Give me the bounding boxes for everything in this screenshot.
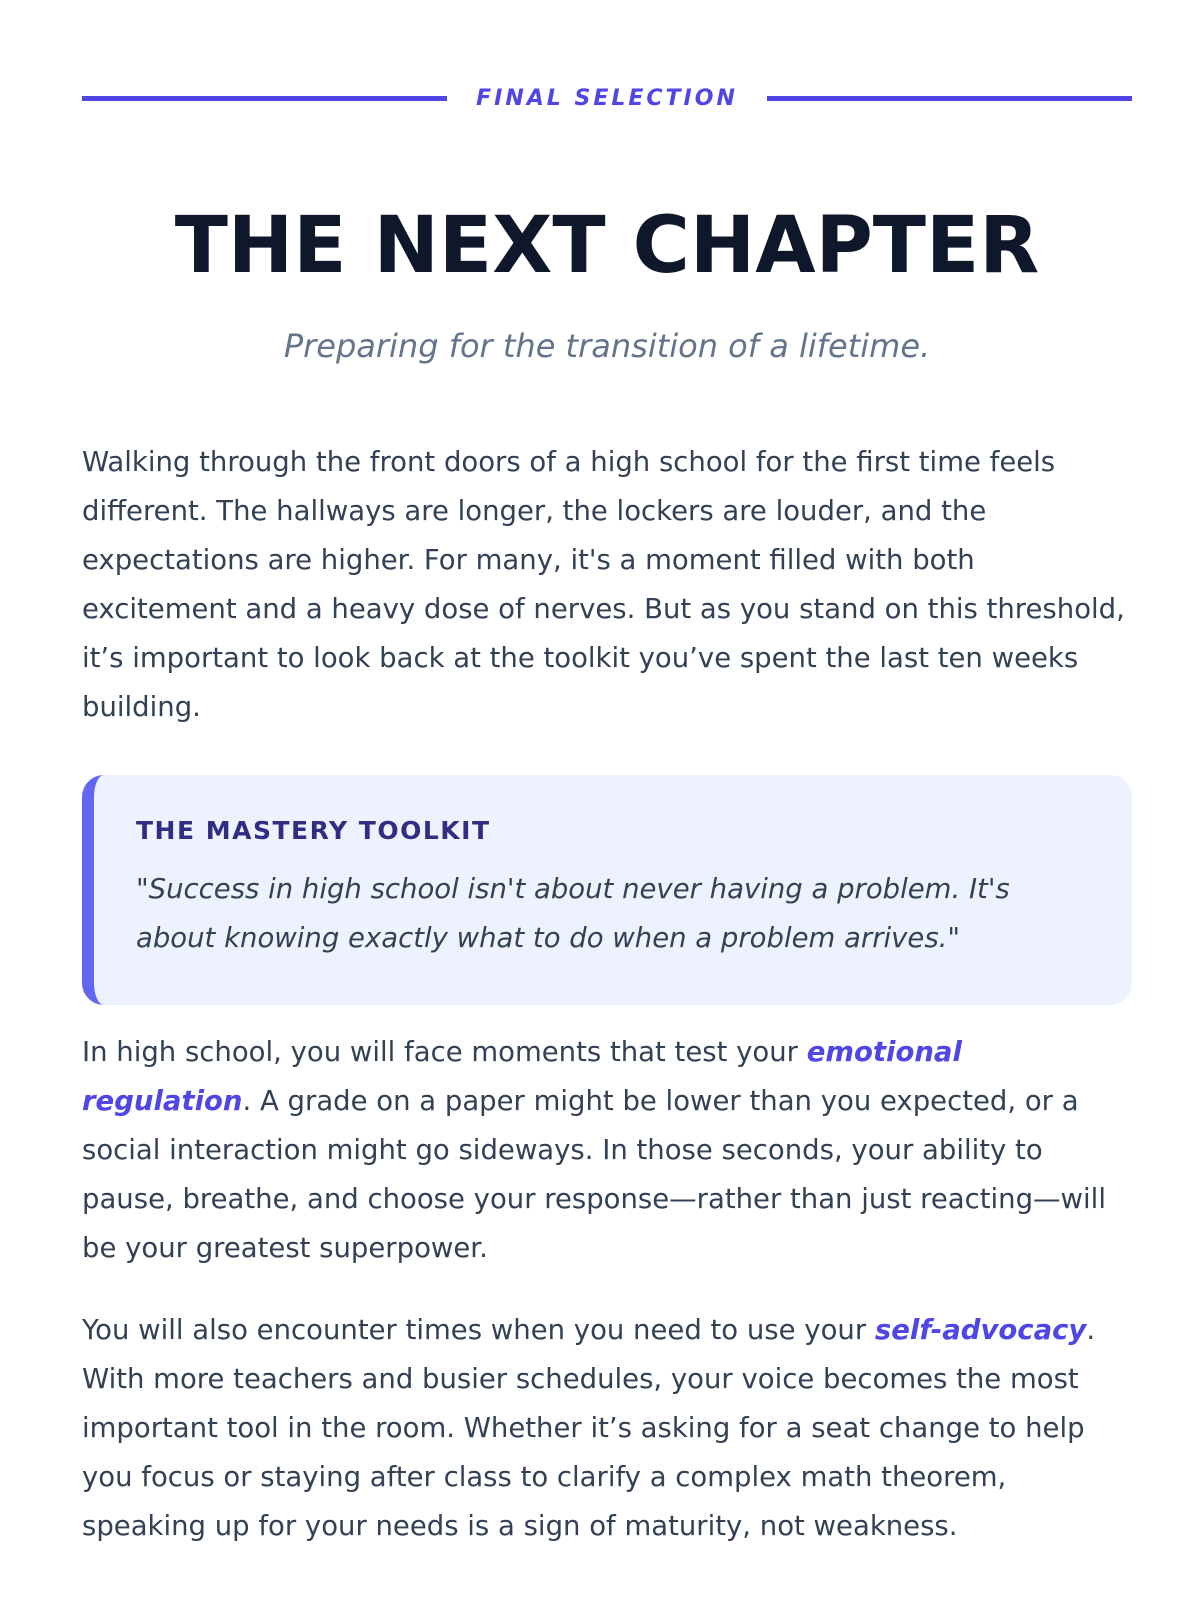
- advocacy-text-after: . With more teachers and busier schedules, your voice becomes the most important tool in the room. Whether it’s asking for a seat change to help you focus or staying after class to clarify a complex math theorem, speaking up for your needs is a sign of maturity, not weakness.: [82, 1314, 1096, 1542]
- regulation-paragraph: [82, 1028, 1132, 1273]
- section-kicker: [82, 83, 1132, 113]
- mastery-toolkit-callout: [82, 775, 1132, 1005]
- advocacy-text-before: You will also encounter times when you need to use your: [82, 1314, 875, 1346]
- kicker-rule-left: [82, 96, 447, 101]
- intro-paragraph: Walking through the front doors of a high school for the first time feels different. The hallways are longer, the lockers are louder, and the expectations are higher. For many, it's a moment filled with both excitement and a heavy dose of nerves. But as you stand on this threshold, it’s important to look back at the toolkit you’ve spent the last ten weeks building.: [82, 446, 1125, 723]
- callout-label: THE MASTERY TOOLKIT: [136, 816, 491, 845]
- advocacy-highlight: self-advocacy: [874, 1314, 1087, 1346]
- advocacy-paragraph: [82, 1306, 1132, 1551]
- kicker-label: FINAL SELECTION: [476, 85, 738, 111]
- kicker-rule-right: [767, 96, 1132, 101]
- page-subtitle: Preparing for the transition of a lifetime.: [283, 327, 931, 365]
- page-title: THE NEXT CHAPTER: [174, 201, 1040, 291]
- regulation-text-before: In high school, you will face moments that test your: [82, 1036, 807, 1068]
- regulation-highlight: emotional regulation: [82, 1036, 962, 1117]
- regulation-text-after: . A grade on a paper might be lower than you expected, or a social interaction might go sideways. In those seconds, your ability to pause, breathe, and choose your response—rather than just reacting—will be your greatest superpower.: [82, 1085, 1106, 1264]
- callout-quote: "Success in high school isn't about never having a problem. It's about knowing exactly what to do when a problem arrives.": [136, 873, 1010, 954]
